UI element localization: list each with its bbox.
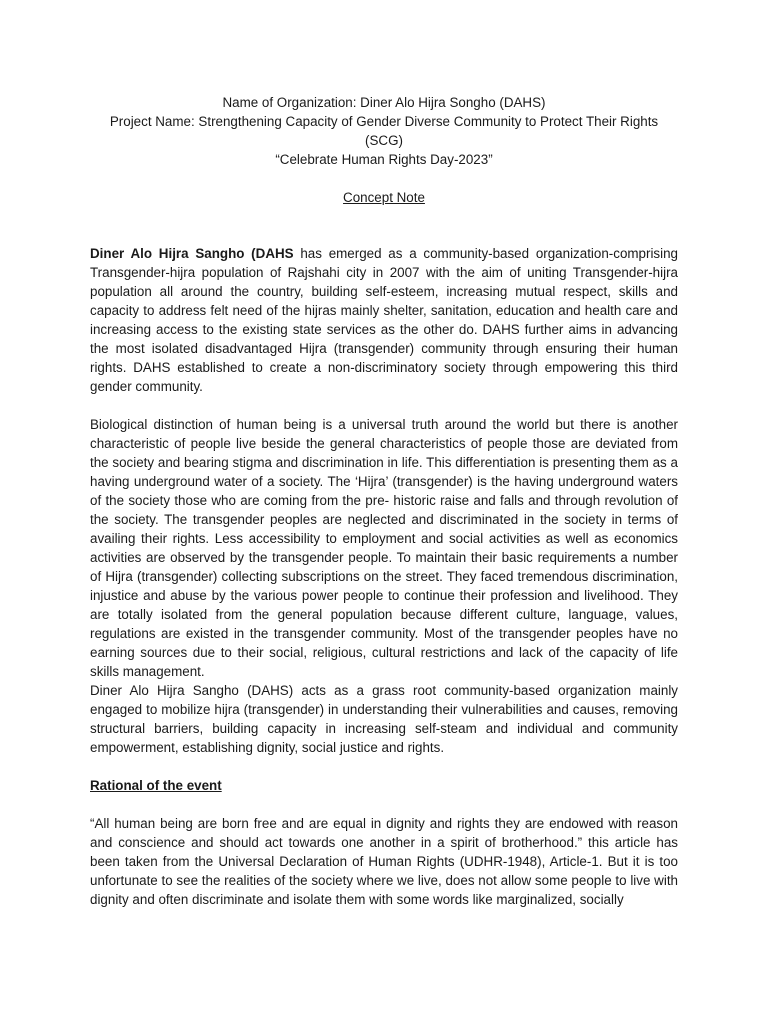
rational-paragraph: “All human being are born free and are equal in dignity and rights they are endowed with reason and conscience and should act towards one another in a spirit of brotherhood.” this article has been taken from the Universal Declaration of Human Rights (UDHR-1948), Article-1. But it is too unfortunate to see the realities of the society where we live, does not allow some people to live with dignity and often discriminate and isolate them with some words like marginalized, socially (90, 816, 678, 907)
organization-role-paragraph: Diner Alo Hijra Sangho (DAHS) acts as a grass root community-based organization mainly engaged to mobilize hijra (transgender) in understanding their vulnerabilities and causes, removing structural barriers, building capacity in increasing self-steam and individual and community empowerment, establishing dignity, social justice and rights. (90, 683, 678, 755)
background-paragraph: Biological distinction of human being is a universal truth around the world but there is another characteristic of people live beside the general characteristics of people those are deviated from the society and bearing stigma and discrimination in life. This differentiation is presenting them as a having underground water of a society. The ‘Hijra’ (transgender) is the having underground waters of the society those who are coming from the pre- historic raise and falls and through revolution of the society. The transgender peoples are neglected and discriminated in the society in terms of availing their rights. Less accessibility to employment and social activities as well as economics activities are observed by the transgender people. To maintain their basic requirements a number of Hijra (transgender) collecting subscriptions on the street. They faced tremendous discrimination, injustice and abuse by the various power people to continue their profession and livelihood. They are totally isolated from the general population because different culture, language, values, regulations are existed in the transgender community. Most of the transgender peoples have no earning sources due to their social, religious, cultural restrictions and lack of the capacity of life skills management. (90, 417, 678, 679)
concept-note-title: Concept Note (343, 190, 425, 205)
organization-name-bold: Diner Alo Hijra Sangho (DAHS (90, 246, 294, 261)
rational-section-heading: Rational of the event (90, 778, 222, 793)
organization-name-line: Name of Organization: Diner Alo Hijra Songho (DAHS) (222, 95, 546, 110)
document-page (90, 93, 678, 909)
event-title-line: “Celebrate Human Rights Day-2023” (275, 152, 493, 167)
project-name-line: Project Name: Strengthening Capacity of Gender Diverse Community to Protect Their Rights (109, 114, 659, 129)
organization-intro-text: has emerged as a community-based organization-comprising Transgender-hijra population of Rajshahi city in 2007 with the aim of uniting Transgender-hijra population all around the country, building self-esteem, increasing mutual respect, skills and capacity to address felt need of the hijras mainly shelter, sanitation, education and health care and increasing access to the existing state services as the other do. DAHS further aims in advancing the most isolated disadvantaged Hijra (transgender) community through ensuring their human rights. DAHS established to create a non-discriminatory society through empowering this third gender community. (90, 246, 678, 394)
organization-intro-paragraph (90, 244, 678, 396)
project-abbreviation-line: (SCG) (365, 133, 403, 148)
document-header (90, 93, 678, 169)
